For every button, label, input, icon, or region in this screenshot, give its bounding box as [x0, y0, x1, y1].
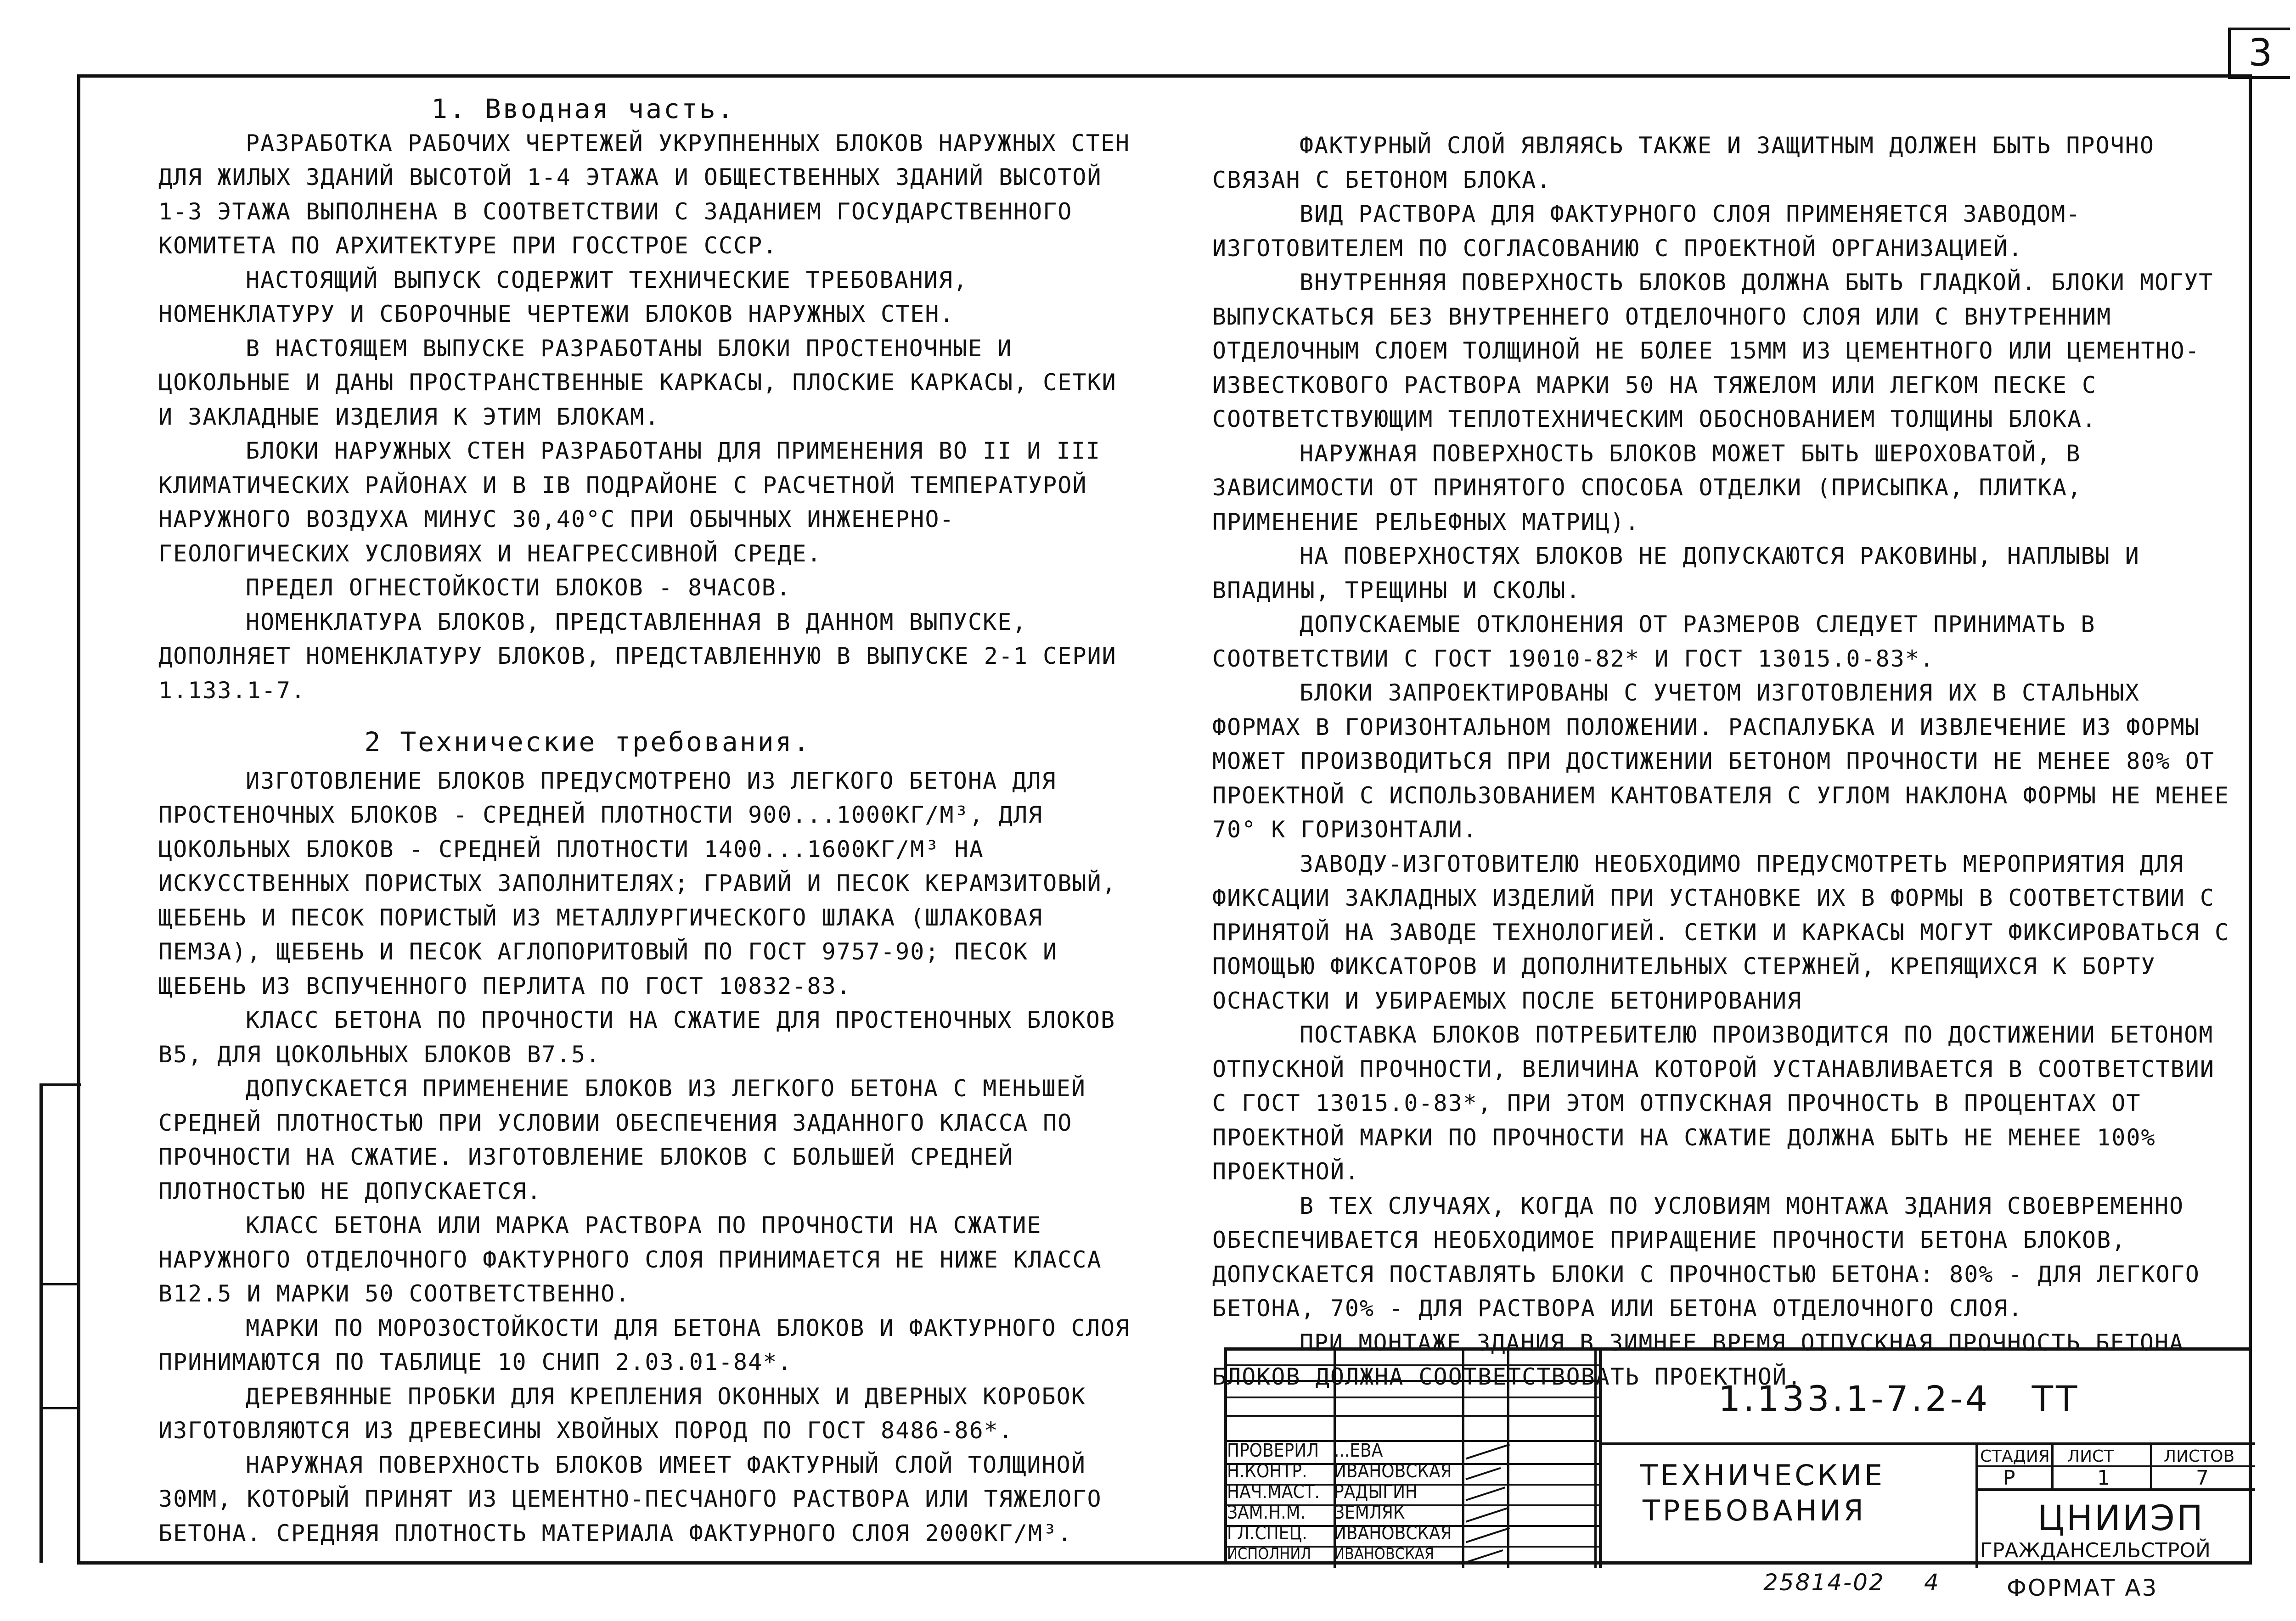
paragraph: ВИД РАСТВОРА ДЛЯ ФАКТУРНОГО СЛОЯ ПРИМЕНЯЕТСЯ ЗАВОДОМ-ИЗГОТОВИТЕЛЕМ ПО СОГЛАСОВАНИЮ С ПРОЕКТНОЙ ОРГАНИЗАЦИЕЙ.	[1212, 201, 2081, 262]
paragraph: НОМЕНКЛАТУРА БЛОКОВ, ПРЕДСТАВЛЕННАЯ В ДАННОМ ВЫПУСКЕ, ДОПОЛНЯЕТ НОМЕНКЛАТУРУ БЛОКОВ, ПРЕДСТАВЛЕННУЮ В ВЫПУСКЕ 2-1 СЕРИИ 1.133.1-7.	[158, 608, 1117, 704]
organization-name: ЦНИИЭП	[2037, 1498, 2205, 1538]
right-text-column	[1212, 129, 2241, 1394]
person-name: РАДЫГИН	[1334, 1481, 1418, 1503]
paragraph: НАСТОЯЩИЙ ВЫПУСК СОДЕРЖИТ ТЕХНИЧЕСКИЕ ТРЕБОВАНИЯ, НОМЕНКЛАТУРУ И СБОРОЧНЫЕ ЧЕРТЕЖИ БЛОКОВ НАРУЖНЫХ СТЕН.	[158, 266, 968, 327]
section2-title: 2 Технические требования.	[364, 726, 811, 757]
paragraph: ДОПУСКАЕТСЯ ПРИМЕНЕНИЕ БЛОКОВ ИЗ ЛЕГКОГО БЕТОНА С МЕНЬШЕЙ СРЕДНЕЙ ПЛОТНОСТЬЮ ПРИ УСЛОВИИ ОБЕСПЕЧЕНИЯ ЗАДАННОГО КЛАССА ПО ПРОЧНОСТИ НА СЖАТИЕ. ИЗГОТОВЛЕНИЕ БЛОКОВ С БОЛЬШЕЙ СРЕДНЕЙ ПЛОТНОСТЬЮ НЕ ДОПУСКАЕТСЯ.	[158, 1075, 1086, 1205]
sheet-title-line2: ТРЕБОВАНИЯ	[1643, 1494, 1866, 1527]
paragraph: РАЗРАБОТКА РАБОЧИХ ЧЕРТЕЖЕЙ УКРУПНЕННЫХ БЛОКОВ НАРУЖНЫХ СТЕН ДЛЯ ЖИЛЫХ ЗДАНИЙ ВЫСОТОЙ 1-4 ЭТАЖА И ОБЩЕСТВЕННЫХ ЗДАНИЙ ВЫСОТОЙ 1-3 ЭТАЖА ВЫПОЛНЕНА В СООТВЕТСТВИИ С ЗАДАНИЕМ ГОСУДАРСТВЕННОГО КОМИТЕТА ПО АРХИТЕКТУРЕ ПРИ ГОССТРОЕ СССР.	[158, 129, 1131, 259]
role-label: Н.КОНТР.	[1227, 1461, 1307, 1482]
page-number: 3	[2228, 28, 2290, 79]
organization-subname: ГРАЖДАНСЕЛЬСТРОЙ	[1980, 1539, 2211, 1562]
paragraph: ДОПУСКАЕМЫЕ ОТКЛОНЕНИЯ ОТ РАЗМЕРОВ СЛЕДУЕТ ПРИНИМАТЬ В СООТВЕТСТВИИ С ГОСТ 19010-82* И ГОСТ 13015.0-83*.	[1212, 611, 2096, 672]
sheet-value: 1	[2097, 1466, 2110, 1490]
person-name: ИВАНОВСКАЯ	[1334, 1523, 1452, 1544]
role-label: ГЛ.СПЕЦ.	[1227, 1523, 1307, 1544]
paragraph: ИЗГОТОВЛЕНИЕ БЛОКОВ ПРЕДУСМОТРЕНО ИЗ ЛЕГКОГО БЕТОНА ДЛЯ ПРОСТЕНОЧНЫХ БЛОКОВ - СРЕДНЕЙ ПЛОТНОСТИ 900...1000КГ/М³, ДЛЯ ЦОКОЛЬНЫХ БЛОКОВ - СРЕДНЕЙ ПЛОТНОСТИ 1400...1600КГ/М³ НА ИСКУССТВЕННЫХ ПОРИСТЫХ ЗАПОЛНИТЕЛЯХ; ГРАВИЙ И ПЕСОК КЕРАМЗИТОВЫЙ, ЩЕБЕНЬ И ПЕСОК ПОРИСТЫЙ ИЗ МЕТАЛЛУРГИЧЕСКОГО ШЛАКА (ШЛАКОВАЯ ПЕМЗА), ЩЕБЕНЬ И ПЕСОК АГЛОПОРИТОВЫЙ ПО ГОСТ 9757-90; ПЕСОК И ЩЕБЕНЬ ИЗ ВСПУЧЕННОГО ПЕРЛИТА ПО ГОСТ 10832-83.	[158, 767, 1117, 999]
person-name: ИВАНОВСКАЯ	[1334, 1545, 1435, 1563]
left-text-column	[158, 92, 1137, 1550]
paragraph: КЛАСС БЕТОНА ИЛИ МАРКА РАСТВОРА ПО ПРОЧНОСТИ НА СЖАТИЕ НАРУЖНОГО ОТДЕЛОЧНОГО ФАКТУРНОГО СЛОЯ ПРИНИМАЕТСЯ НЕ НИЖЕ КЛАССА В12.5 И МАРКИ 50 СООТВЕТСТВЕННО.	[158, 1212, 1102, 1307]
paragraph: В НАСТОЯЩЕМ ВЫПУСКЕ РАЗРАБОТАНЫ БЛОКИ ПРОСТЕНОЧНЫЕ И ЦОКОЛЬНЫЕ И ДАНЫ ПРОСТРАНСТВЕННЫЕ КАРКАСЫ, ПЛОСКИЕ КАРКАСЫ, СЕТКИ И ЗАКЛАДНЫЕ ИЗДЕЛИЯ К ЭТИМ БЛОКАМ.	[158, 335, 1117, 430]
paragraph: МАРКИ ПО МОРОЗОСТОЙКОСТИ ДЛЯ БЕТОНА БЛОКОВ И ФАКТУРНОГО СЛОЯ ПРИНИМАЮТСЯ ПО ТАБЛИЦЕ 10 СНИП 2.03.01-84*.	[158, 1314, 1131, 1375]
role-label: ЗАМ.Н.М.	[1227, 1502, 1306, 1523]
role-label: НАЧ.МАСТ.	[1227, 1481, 1320, 1503]
person-name: ИВАНОВСКАЯ	[1334, 1461, 1452, 1482]
paragraph: ПРЕДЕЛ ОГНЕСТОЙКОСТИ БЛОКОВ - 8ЧАСОВ.	[246, 574, 791, 601]
role-label: ПРОВЕРИЛ	[1227, 1440, 1319, 1461]
stage-header: СТАДИЯ	[1980, 1447, 2050, 1466]
paper-format: ФОРМАТ А3	[2007, 1575, 2158, 1601]
section1-title: 1. Вводная часть.	[431, 93, 735, 124]
role-label: ИСПОЛНИЛ	[1227, 1545, 1311, 1563]
paragraph: НА ПОВЕРХНОСТЯХ БЛОКОВ НЕ ДОПУСКАЮТСЯ РАКОВИНЫ, НАПЛЫВЫ И ВПАДИНЫ, ТРЕЩИНЫ И СКОЛЫ.	[1212, 543, 2140, 604]
stage-value: Р	[2003, 1466, 2015, 1490]
paragraph: ЗАВОДУ-ИЗГОТОВИТЕЛЮ НЕОБХОДИМО ПРЕДУСМОТРЕТЬ МЕРОПРИЯТИЯ ДЛЯ ФИКСАЦИИ ЗАКЛАДНЫХ ИЗДЕЛИЙ ПРИ УСТАНОВКЕ ИХ В ФОРМЫ В СООТВЕТСТВИИ С ПРИНЯТОЙ НА ЗАВОДЕ ТЕХНОЛОГИЕЙ. СЕТКИ И КАРКАСЫ МОГУТ ФИКСИРОВАТЬСЯ С ПОМОЩЬЮ ФИКСАТОРОВ И ДОПОЛНИТЕЛЬНЫХ СТЕРЖНЕЙ, КРЕПЯЩИХСЯ К БОРТУ ОСНАСТКИ И УБИРАЕМЫХ ПОСЛЕ БЕТОНИРОВАНИЯ	[1212, 850, 2230, 1014]
inventory-number: 25814-02	[1763, 1569, 1885, 1596]
sheet-title-line1: ТЕХНИЧЕСКИЕ	[1640, 1458, 1885, 1492]
paragraph: НАРУЖНАЯ ПОВЕРХНОСТЬ БЛОКОВ МОЖЕТ БЫТЬ ШЕРОХОВАТОЙ, В ЗАВИСИМОСТИ ОТ ПРИНЯТОГО СПОСОБА ОТДЕЛКИ (ПРИСЫПКА, ПЛИТКА, ПРИМЕНЕНИЕ РЕЛЬЕФНЫХ МАТРИЦ).	[1212, 440, 2082, 535]
left-binding-marks	[39, 1083, 81, 1563]
sheets-header: ЛИСТОВ	[2164, 1447, 2235, 1466]
paragraph: ПРИ МОНТАЖЕ ЗДАНИЯ В ЗИМНЕЕ ВРЕМЯ ОТПУСКНАЯ ПРОЧНОСТЬ БЕТОНА БЛОКОВ ДОЛЖНА СООТВЕТСТВОВАТЬ ПРОЕКТНОЙ.	[1212, 1329, 2184, 1390]
paragraph: В ТЕХ СЛУЧАЯХ, КОГДА ПО УСЛОВИЯМ МОНТАЖА ЗДАНИЯ СВОЕВРЕМЕННО ОБЕСПЕЧИВАЕТСЯ НЕОБХОДИМОЕ ПРИРАЩЕНИЕ ПРОЧНОСТИ БЕТОНА БЛОКОВ, ДОПУСКАЕТСЯ ПОСТАВЛЯТЬ БЛОКИ С ПРОЧНОСТЬЮ БЕТОНА: 80% - ДЛЯ ЛЕГКОГО БЕТОНА, 70% - ДЛЯ РАСТВОРА ИЛИ БЕТОНА ОТДЕЛОЧНОГО СЛОЯ.	[1212, 1192, 2200, 1322]
paragraph: ВНУТРЕННЯЯ ПОВЕРХНОСТЬ БЛОКОВ ДОЛЖНА БЫТЬ ГЛАДКОЙ. БЛОКИ МОГУТ ВЫПУСКАТЬСЯ БЕЗ ВНУТРЕННЕГО ОТДЕЛОЧНОГО СЛОЯ ИЛИ С ВНУТРЕННИМ ОТДЕЛОЧНЫМ СЛОЕМ ТОЛЩИНОЙ НЕ БОЛЕЕ 15ММ ИЗ ЦЕМЕНТНОГО ИЛИ ЦЕМЕНТНО-ИЗВЕСТКОВОГО РАСТВОРА МАРКИ 50 НА ТЯЖЕЛОМ ИЛИ ЛЕГКОМ ПЕСКЕ С СООТВЕТСТВУЮЩИМ ТЕПЛОТЕХНИЧЕСКИМ ОБОСНОВАНИЕМ ТОЛЩИНЫ БЛОКА.	[1212, 269, 2214, 432]
paragraph: БЛОКИ ЗАПРОЕКТИРОВАНЫ С УЧЕТОМ ИЗГОТОВЛЕНИЯ ИХ В СТАЛЬНЫХ ФОРМАХ В ГОРИЗОНТАЛЬНОМ ПОЛОЖЕНИИ. РАСПАЛУБКА И ИЗВЛЕЧЕНИЕ ИЗ ФОРМЫ МОЖЕТ ПРОИЗВОДИТЬСЯ ПРИ ДОСТИЖЕНИИ БЕТОНОМ ПРОЧНОСТИ НЕ МЕНЕЕ 80% ОТ ПРОЕКТНОЙ С ИСПОЛЬЗОВАНИЕМ КАНТОВАТЕЛЯ С УГЛОМ НАКЛОНА ФОРМЫ НЕ МЕНЕЕ 70° К ГОРИЗОНТАЛИ.	[1212, 679, 2230, 843]
person-name: ЗЕМЛЯК	[1334, 1502, 1405, 1523]
paragraph: БЛОКИ НАРУЖНЫХ СТЕН РАЗРАБОТАНЫ ДЛЯ ПРИМЕНЕНИЯ ВО II И III КЛИМАТИЧЕСКИХ РАЙОНАХ И В IВ ПОДРАЙОНЕ С РАСЧЕТНОЙ ТЕМПЕРАТУРОЙ НАРУЖНОГО ВОЗДУХА МИНУС 30,40°С ПРИ ОБЫЧНЫХ ИНЖЕНЕРНО-ГЕОЛОГИЧЕСКИХ УСЛОВИЯХ И НЕАГРЕССИВНОЙ СРЕДЕ.	[158, 438, 1101, 567]
paragraph: ПОСТАВКА БЛОКОВ ПОТРЕБИТЕЛЮ ПРОИЗВОДИТСЯ ПО ДОСТИЖЕНИИ БЕТОНОМ ОТПУСКНОЙ ПРОЧНОСТИ, ВЕЛИЧИНА КОТОРОЙ УСТАНАВЛИВАЕТСЯ В СООТВЕТСТВИИ С ГОСТ 13015.0-83*, ПРИ ЭТОМ ОТПУСКНАЯ ПРОЧНОСТЬ В ПРОЦЕНТАХ ОТ ПРОЕКТНОЙ МАРКИ ПО ПРОЧНОСТИ НА СЖАТИЕ ДОЛЖНА БЫТЬ НЕ МЕНЕЕ 100% ПРОЕКТНОЙ.	[1212, 1021, 2215, 1185]
paragraph: ФАКТУРНЫЙ СЛОЙ ЯВЛЯЯСЬ ТАКЖЕ И ЗАЩИТНЫМ ДОЛЖЕН БЫТЬ ПРОЧНО СВЯЗАН С БЕТОНОМ БЛОКА.	[1212, 132, 2155, 193]
sheet-header: ЛИСТ	[2067, 1447, 2114, 1466]
paragraph: ДЕРЕВЯННЫЕ ПРОБКИ ДЛЯ КРЕПЛЕНИЯ ОКОННЫХ И ДВЕРНЫХ КОРОБОК ИЗГОТОВЛЯЮТСЯ ИЗ ДРЕВЕСИНЫ ХВОЙНЫХ ПОРОД ПО ГОСТ 8486-86*.	[158, 1383, 1086, 1444]
paragraph: НАРУЖНАЯ ПОВЕРХНОСТЬ БЛОКОВ ИМЕЕТ ФАКТУРНЫЙ СЛОЙ ТОЛЩИНОЙ 30ММ, КОТОРЫЙ ПРИНЯТ ИЗ ЦЕМЕНТНО-ПЕСЧАНОГО РАСТВОРА ИЛИ ТЯЖЕЛОГО БЕТОНА. СРЕДНЯЯ ПЛОТНОСТЬ МАТЕРИАЛА ФАКТУРНОГО СЛОЯ 2000КГ/М³.	[158, 1451, 1102, 1547]
sheet-mark: 4	[1924, 1569, 1939, 1596]
paragraph: КЛАСС БЕТОНА ПО ПРОЧНОСТИ НА СЖАТИЕ ДЛЯ ПРОСТЕНОЧНЫХ БЛОКОВ В5, ДЛЯ ЦОКОЛЬНЫХ БЛОКОВ В7.5.	[158, 1007, 1116, 1068]
sheets-value: 7	[2196, 1466, 2209, 1490]
person-name: ...ЕВА	[1334, 1440, 1383, 1461]
drawing-code: 1.133.1-7.2-4 ТТ	[1718, 1378, 2080, 1419]
